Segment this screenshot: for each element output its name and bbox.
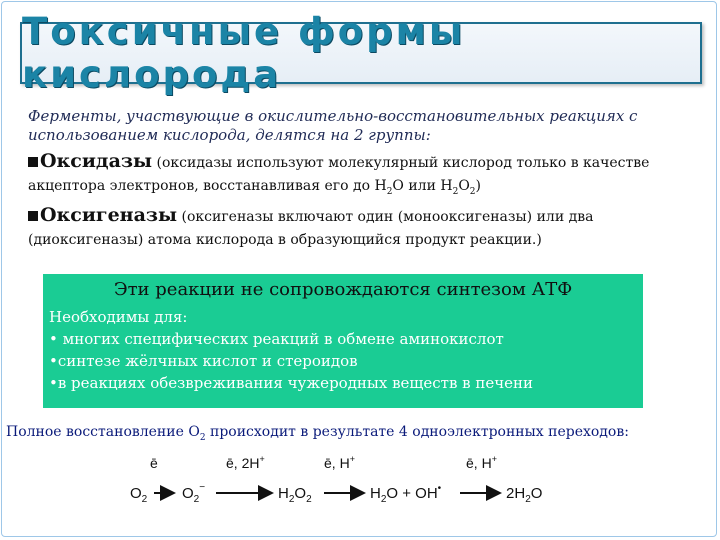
- subscript: 2: [452, 186, 459, 197]
- group-name: Оксидазы: [40, 150, 153, 172]
- box-line: •в реакциях обезвреживания чужеродных веществ в печени: [49, 374, 534, 392]
- box-line: • многих специфических реакций в обмене аминокислот: [49, 330, 504, 348]
- label-step-4: ē, H+: [466, 454, 497, 471]
- page-title: Токсичные формы кислорода: [22, 10, 466, 96]
- group-desc-part: O: [458, 178, 470, 194]
- box-line: •синтезе жёлчных кислот и стероидов: [49, 352, 358, 370]
- group-name: Оксигеназы: [40, 204, 178, 226]
- subscript: 2: [469, 186, 476, 197]
- group-desc-part: O или H: [392, 178, 453, 194]
- subscript: 2: [199, 432, 206, 443]
- footer-text: [6, 423, 718, 441]
- box-heading: Эти реакции не сопровождаются синтезом АТФ: [113, 279, 573, 300]
- group-oxidases: [28, 150, 704, 198]
- species-h2o2: $H_2O_2$: [278, 485, 312, 505]
- square-bullet-icon: [28, 211, 38, 221]
- subscript: 2: [386, 186, 393, 197]
- reduction-scheme: [128, 446, 556, 516]
- intro-text: Ферменты, участвующие в окислительно-восстановительных реакциях с использованием кислорода, делятся на 2 группы:: [28, 107, 638, 144]
- species-water: $2H_2O$: [506, 485, 543, 505]
- label-step-1: ē: [150, 455, 158, 471]
- box-line: Необходимы для:: [49, 308, 188, 326]
- square-bullet-icon: [28, 157, 38, 167]
- title-box: [20, 10, 702, 96]
- highlight-box: [43, 274, 643, 408]
- group-oxygenases: [28, 204, 704, 252]
- group-desc: (оксидазы используют молекулярный кислород только в качестве акцептора электронов, восстанавливая его до H: [28, 155, 650, 194]
- species-o2: $O_2$: [130, 485, 148, 505]
- footer-part: Полное восстановление O: [6, 424, 200, 440]
- label-step-3: ē, H+: [324, 454, 355, 471]
- species-superoxide: $O_2^-$: [182, 482, 206, 505]
- footer-part: происходит в результате 4 одноэлектронных переходов:: [205, 424, 629, 440]
- species-water-hydroxyl: $H_2O + OH^•$: [370, 483, 442, 505]
- group-desc: (оксигеназы включают один (монооксигеназы) или два (диоксигеназы) атома кислорода в образующийся продукт реакции.): [28, 209, 594, 248]
- label-step-2: ē, 2H+: [226, 454, 265, 471]
- group-desc-part: ): [475, 178, 481, 194]
